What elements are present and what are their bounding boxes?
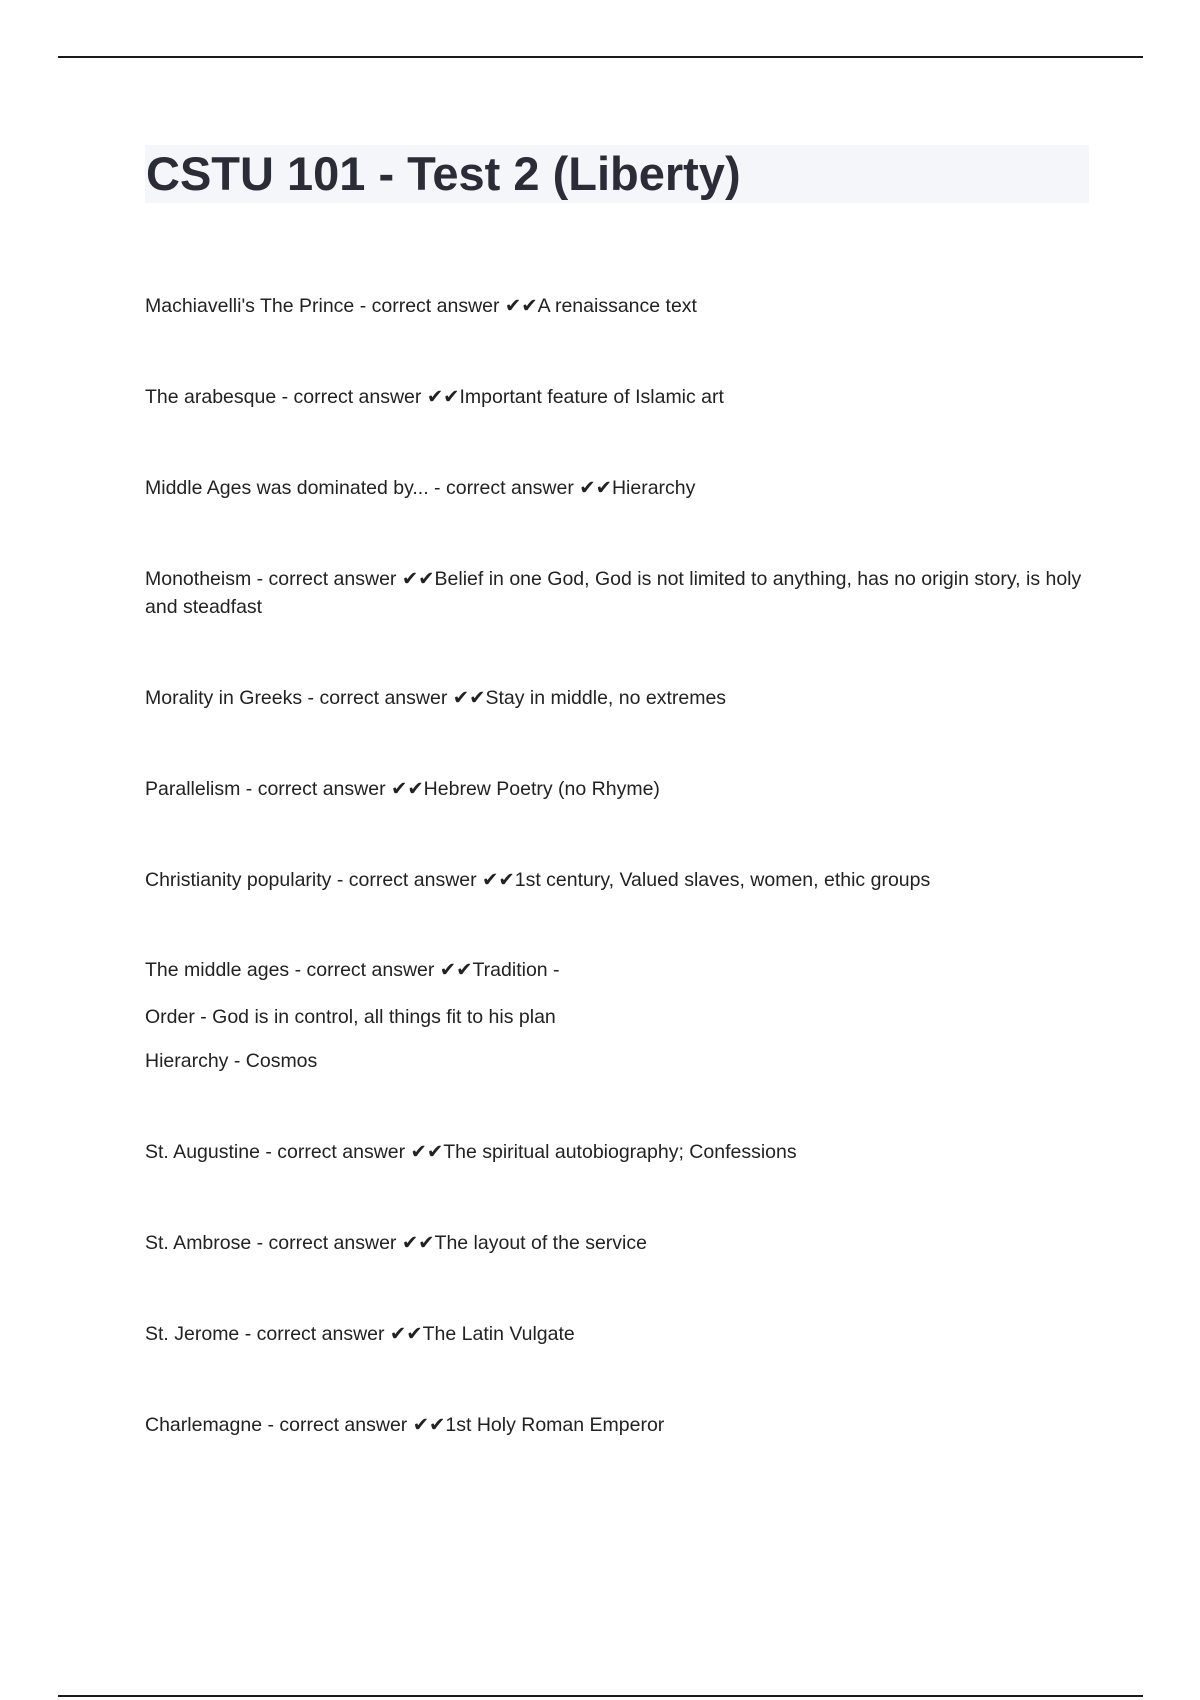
separator: - correct answer bbox=[289, 959, 440, 981]
check-icon: ✔✔ bbox=[401, 568, 435, 590]
answer: 1st century, Valued slaves, women, ethic groups bbox=[514, 869, 931, 891]
check-icon: ✔✔ bbox=[389, 1323, 423, 1345]
answer: The spiritual autobiography; Confessions bbox=[443, 1141, 797, 1163]
separator: - correct answer bbox=[251, 568, 402, 590]
check-icon: ✔✔ bbox=[504, 295, 538, 317]
answer: Important feature of Islamic art bbox=[459, 386, 724, 408]
list-item bbox=[145, 383, 1095, 411]
separator: - correct answer bbox=[251, 1232, 402, 1254]
separator: - correct answer bbox=[428, 477, 580, 499]
check-icon: ✔✔ bbox=[390, 778, 424, 800]
answer: A renaissance text bbox=[537, 295, 697, 317]
term: St. Ambrose bbox=[145, 1232, 252, 1254]
separator: - correct answer bbox=[262, 1414, 413, 1436]
page-title: CSTU 101 - Test 2 (Liberty) bbox=[146, 147, 741, 200]
answer: Stay in middle, no extremes bbox=[485, 687, 727, 709]
check-icon: ✔✔ bbox=[439, 959, 473, 981]
separator: - correct answer bbox=[239, 1323, 390, 1345]
list-item bbox=[145, 1229, 1095, 1257]
list-item bbox=[145, 1320, 1095, 1348]
check-icon: ✔✔ bbox=[410, 1141, 444, 1163]
list-item bbox=[145, 956, 1095, 984]
separator: - correct answer bbox=[240, 778, 391, 800]
term: Charlemagne bbox=[145, 1414, 263, 1436]
list-item bbox=[145, 1411, 1095, 1439]
list-item bbox=[145, 565, 1095, 621]
separator: - correct answer bbox=[259, 1141, 411, 1163]
answer: The Latin Vulgate bbox=[422, 1323, 575, 1345]
answer: Belief in one God, God is not limited to anything, has no origin story, is holy and steadfast bbox=[145, 568, 1082, 618]
term: The arabesque bbox=[145, 386, 277, 408]
term: The middle ages bbox=[145, 959, 290, 981]
list-item bbox=[145, 684, 1095, 712]
check-icon: ✔✔ bbox=[401, 1232, 435, 1254]
separator: - correct answer bbox=[276, 386, 427, 408]
top-rule bbox=[58, 56, 1143, 58]
answer: Tradition - bbox=[472, 959, 560, 981]
list-item bbox=[145, 866, 1095, 894]
bottom-rule bbox=[58, 1695, 1143, 1697]
check-icon: ✔✔ bbox=[426, 386, 460, 408]
answer-continuation: Order - God is in control, all things fit to his plan bbox=[145, 1006, 556, 1028]
check-icon: ✔✔ bbox=[579, 477, 612, 499]
list-item bbox=[145, 775, 1095, 803]
check-icon: ✔✔ bbox=[412, 1414, 446, 1436]
answer-continuation: Hierarchy - Cosmos bbox=[145, 1050, 318, 1072]
term: Machiavelli's The Prince bbox=[145, 295, 355, 317]
term: Parallelism bbox=[145, 778, 241, 800]
term: Middle Ages was dominated by... bbox=[145, 477, 429, 499]
term: Morality in Greeks bbox=[145, 687, 303, 709]
answer: 1st Holy Roman Emperor bbox=[445, 1414, 665, 1436]
separator: - correct answer bbox=[354, 295, 505, 317]
list-item bbox=[145, 1138, 1095, 1166]
answer: The layout of the service bbox=[434, 1232, 647, 1254]
term: St. Jerome bbox=[145, 1323, 240, 1345]
separator: - correct answer bbox=[302, 687, 453, 709]
check-icon: ✔✔ bbox=[452, 687, 486, 709]
list-item bbox=[145, 474, 1095, 502]
term: St. Augustine bbox=[145, 1141, 260, 1163]
answer: Hebrew Poetry (no Rhyme) bbox=[423, 778, 660, 800]
term: Monotheism bbox=[145, 568, 252, 590]
list-item bbox=[145, 292, 1095, 320]
separator: - correct answer bbox=[331, 869, 483, 891]
term: Christianity popularity bbox=[145, 869, 332, 891]
answer: Hierarchy bbox=[611, 477, 696, 499]
check-icon: ✔✔ bbox=[482, 869, 515, 891]
